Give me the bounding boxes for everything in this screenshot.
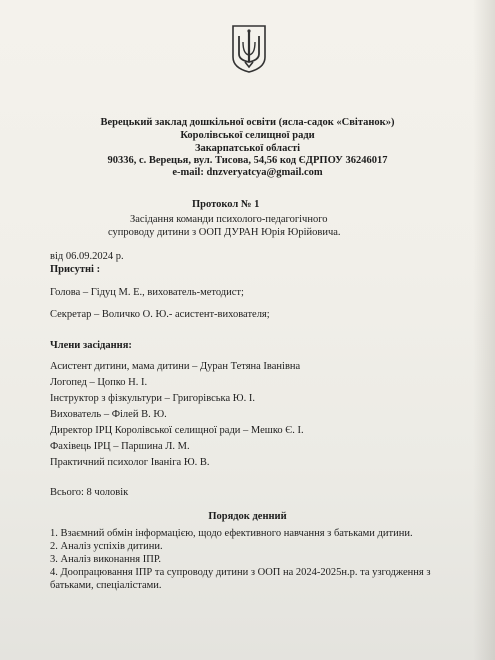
agenda-item: 4. Доопрацювання ІПР та супроводу дитини з ООП на 2024-2025н.р. та узгодження з bbox=[50, 567, 431, 578]
page-edge-shadow bbox=[473, 0, 495, 660]
chair-line: Голова – Гідуц М. Е., вихователь-методист; bbox=[50, 287, 244, 298]
header-institution: Верецький заклад дошкільної освіти (ясла-садок «Світанок») bbox=[100, 117, 395, 128]
header-address: 90336, с. Верецья, вул. Тисова, 54,56 код ЄДРПОУ 36246017 bbox=[107, 155, 388, 166]
present-label: Присутні : bbox=[50, 264, 101, 275]
member-item: Практичний психолог Іваніга Ю. В. bbox=[50, 457, 210, 468]
total-count: Всього: 8 чоловік bbox=[50, 487, 129, 498]
agenda-item: 2. Аналіз успіхів дитини. bbox=[50, 541, 163, 552]
header-email: e-mail: dnzveryatcya@gmail.com bbox=[172, 167, 323, 178]
trident-emblem-icon bbox=[230, 24, 268, 74]
member-item: Директор ІРЦ Королівської селищної ради – Мешко Є. І. bbox=[50, 425, 304, 436]
member-item: Інструктор з фізкультури – Григорівська Ю. І. bbox=[50, 393, 255, 404]
secretary-line: Секретар – Воличко О. Ю.- асистент-вихователя; bbox=[50, 309, 270, 320]
agenda-item: 1. Взаємний обмін інформацією, щодо ефективного навчання з батьками дитини. bbox=[50, 528, 413, 539]
member-item: Логопед – Цопко Н. І. bbox=[50, 377, 148, 388]
protocol-subtitle-line2: супроводу дитини з ООП ДУРАН Юрія Юрійовича. bbox=[108, 227, 341, 238]
member-item: Вихователь – Філей В. Ю. bbox=[50, 409, 167, 420]
member-item: Асистент дитини, мама дитини – Дуран Тетяна Іванівна bbox=[50, 361, 301, 372]
header-region: Закарпатської області bbox=[194, 143, 301, 154]
agenda-item-continuation: батьками, спеціалістами. bbox=[50, 580, 162, 591]
protocol-title: Протокол № 1 bbox=[192, 199, 260, 210]
protocol-subtitle-line1: Засідання команди психолого-педагогічного bbox=[130, 214, 328, 225]
header-council: Королівської селищної ради bbox=[180, 130, 315, 141]
member-item: Фахівець ІРЦ – Паршина Л. М. bbox=[50, 441, 190, 452]
protocol-date: від 06.09.2024 р. bbox=[50, 251, 124, 262]
members-label: Члени засідання: bbox=[50, 340, 132, 351]
agenda-item: 3. Аналіз виконання ІПР. bbox=[50, 554, 161, 565]
agenda-title: Порядок денний bbox=[208, 511, 287, 522]
